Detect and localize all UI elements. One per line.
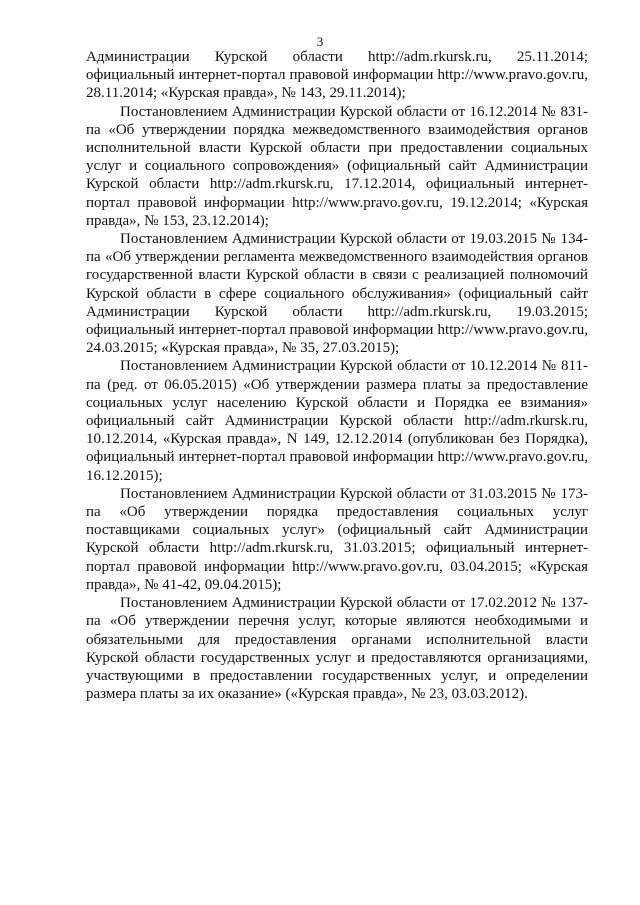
paragraph-resolution-173: Постановлением Администрации Курской области от 31.03.2015 № 173-па «Об утверждении порядка предоставления социальных услуг поставщиками социальных услуг» (официальный сайт Администрации Курской области http://adm.rkursk.ru, 31.03.2015; официальный интернет-портал правовой информации http://www.pravo.gov.ru, 03.04.2015; «Курская правда», № 41-42, 09.04.2015); (86, 485, 588, 593)
paragraph-resolution-137: Постановлением Администрации Курской области от 17.02.2012 № 137-па «Об утверждении перечня услуг, которые являются необходимыми и обязательными для предоставления органами исполнительной власти Курской области государственных услуг и предоставляются организациями, участвующими в предоставлении государственных услуг, и определении размера платы за их оказание» («Курская правда», № 23, 03.03.2012). (86, 595, 588, 703)
page-number: 3 (316, 34, 324, 49)
paragraph-continuation: Администрации Курской области http://adm.rkursk.ru, 25.11.2014; официальный интернет-портал правовой информации http://www.pravo.gov.ru, 28.11.2014; «Курская правда», № 143, 29.11.2014); (86, 49, 588, 102)
paragraph-resolution-831: Постановлением Администрации Курской области от 16.12.2014 № 831-па «Об утверждении порядка межведомственного взаимодействия органов исполнительной власти Курской области при предоставлении социальных услуг и социального сопровождения» (официальный сайт Администрации Курской области http://adm.rkursk.ru, 17.12.2014, официальный интернет-портал правовой информации http://www.pravo.gov.ru, 19.12.2014; «Курская правда», № 153, 23.12.2014); (86, 103, 588, 229)
paragraph-resolution-134: Постановлением Администрации Курской области от 19.03.2015 № 134-па «Об утверждении регламента межведомственного взаимодействия органов государственной власти Курской области в связи с реализацией полномочий Курской области в сфере социального обслуживания» (официальный сайт Администрации Курской области http://adm.rkursk.ru, 19.03.2015; официальный интернет-портал правовой информации http://www.pravo.gov.ru, 24.03.2015; «Курская правда», № 35, 27.03.2015); (86, 231, 588, 357)
document-body (86, 48, 588, 703)
paragraph-resolution-811: Постановлением Администрации Курской области от 10.12.2014 № 811-па (ред. от 06.05.2015) «Об утверждении размера платы за предоставление социальных услуг населению Курской области и Порядка ее взимания» официальный сайт Администрации Курской области http://adm.rkursk.ru, 10.12.2014, «Курская правда», N 149, 12.12.2014 (опубликован без Порядка), официальный интернет-портал правовой информации http://www.pravo.gov.ru, 16.12.2015); (86, 358, 588, 484)
